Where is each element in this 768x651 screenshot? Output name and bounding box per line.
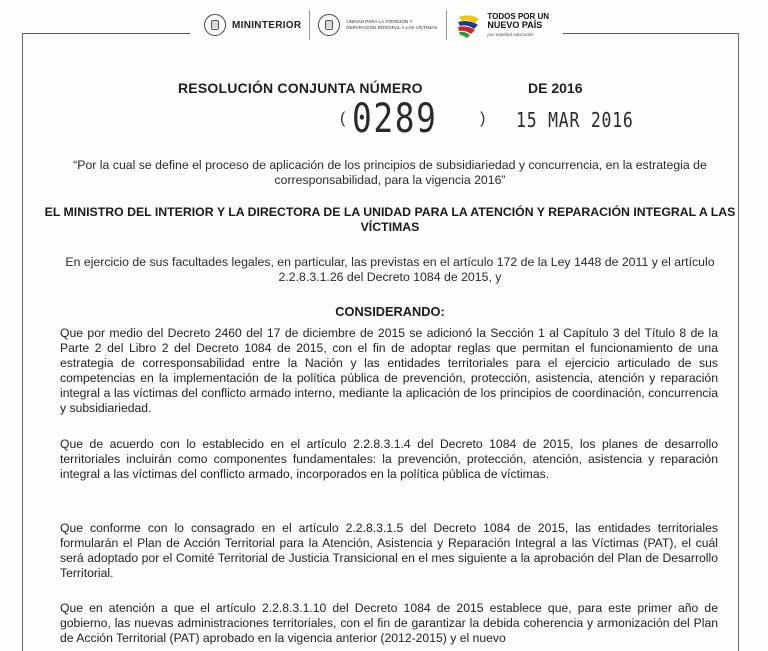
mininterior-logo	[196, 10, 309, 40]
resolution-subtitle: “Por la cual se define el proceso de aplicación de los principios de subsidiariedad y concurrencia, en la estrategia de corresponsabilidad, para la vigencia 2016”	[73, 158, 707, 187]
considering-paragraph: Que por medio del Decreto 2460 del 17 de diciembre de 2015 se adicionó la Sección 1 al Capítulo 3 del Título 8 de la Parte 2 del Libro 2 del Decreto 1084 de 2015, con el fin de adoptar reglas que permitan el funcionamiento de una estrategia de corresponsabilidad entre la Nación y las entidades territoriales para el ejercicio articulado de sus competencias en la implementación de la política pública de prevención, protección, asistencia, atención y reparación integral a las víctimas del conflicto armado interno, mediante la aplicación de los principios de coordinación, concurrencia y subsidiariedad.	[60, 326, 718, 415]
resolution-date-stamp: 15 MAR 2016	[516, 108, 634, 132]
nuevo-pais-line2: NUEVO PAÍS	[487, 19, 543, 30]
coat-of-arms-icon	[204, 14, 226, 36]
resolution-title: RESOLUCIÓN CONJUNTA NÚMERO	[178, 80, 423, 96]
considering-paragraph: Que de acuerdo con lo establecido en el artículo 2.2.8.3.1.4 del Decreto 1084 de 2015, los planes de desarrollo territoriales incluirán como componentes fundamentales: la prevención, protección, atención, asistencia y reparación integral a las víctimas del conflicto armado, incorporados en la política pública de víctimas.	[60, 437, 718, 481]
nuevo-pais-logo	[446, 10, 557, 40]
considering-paragraph: Que en atención a que el artículo 2.2.8.3.1.10 del Decreto 1084 de 2015 establece que, para este primer año de gobierno, las nuevas administraciones territoriales, con el fin de garantizar la debida coherencia y armonización del Plan de Acción Territorial (PAT) aprobado en la vigencia anterior (2012-2015) y el nuevo	[60, 601, 718, 645]
mininterior-label: MININTERIOR	[232, 19, 302, 31]
open-parenthesis: (	[340, 110, 346, 127]
nuevo-pais-line3: paz equidad educación	[487, 31, 534, 37]
close-parenthesis: )	[480, 110, 486, 127]
considerando-heading: CONSIDERANDO:	[335, 304, 445, 319]
left-border-line	[22, 33, 23, 651]
coat-of-arms-icon	[318, 14, 340, 36]
issuing-authority: EL MINISTRO DEL INTERIOR Y LA DIRECTORA DE LA UNIDAD PARA LA ATENCIÓN Y REPARACIÓN INTEGRAL A LAS VÍCTIMAS	[44, 205, 736, 234]
resolution-number: 0289	[352, 96, 438, 142]
legal-faculties: En ejercicio de sus facultades legales, en particular, las previstas en el artículo 172 de la Ley 1448 de 2011 y el artículo 2.2.8.3.1.26 del Decreto 1084 de 2015, y	[65, 255, 715, 284]
header-logos	[190, 4, 563, 46]
nuevo-pais-icon	[455, 11, 483, 39]
nuevo-pais-text	[487, 12, 549, 39]
victimas-logo	[309, 10, 446, 40]
resolution-year: DE 2016	[528, 80, 583, 96]
right-border-line	[738, 33, 739, 651]
nuevo-pais-line1: TODOS POR UN	[487, 11, 550, 21]
considering-paragraph: Que conforme con lo consagrado en el artículo 2.2.8.3.1.5 del Decreto 1084 de 2015, las entidades territoriales formularán el Plan de Acción Territorial para la Atención, Asistencia y Reparación Integral a las Víctimas (PAT), el cuál será adoptado por el Comité Territorial de Justicia Transicional en el mes siguiente a la aprobación del Plan de Desarrollo Territorial.	[60, 521, 718, 580]
victimas-label: UNIDAD PARA LA ATENCIÓN Y REPARACIÓN INTEGRAL A LAS VÍCTIMAS	[346, 19, 438, 30]
